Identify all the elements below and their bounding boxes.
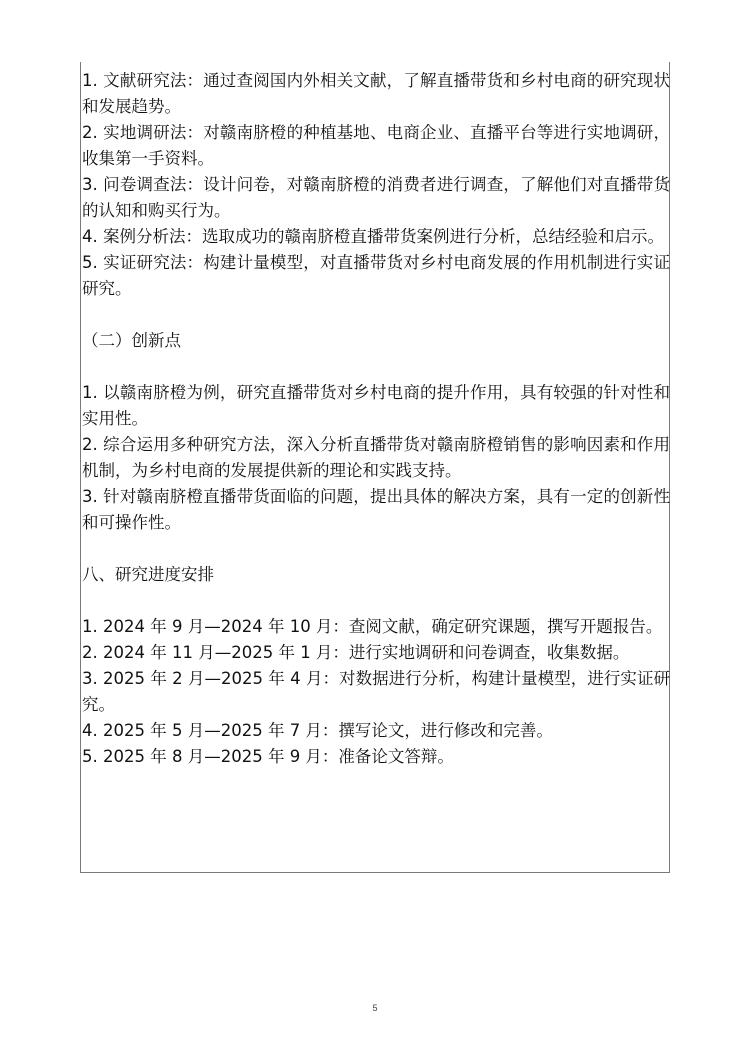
innovation-item: 2. 综合运用多种研究方法，深入分析直播带货对赣南脐橙销售的影响因素和作用机制，为乡村电商的发展提供新的理论和实践支持。	[82, 435, 670, 480]
innovation-item: 1. 以赣南脐橙为例，研究直播带货对乡村电商的提升作用，具有较强的针对性和实用性。	[82, 383, 670, 428]
schedule-list	[82, 614, 670, 770]
method-item: 5. 实证研究法：构建计量模型，对直播带货对乡村电商发展的作用机制进行实证研究。	[82, 253, 670, 298]
schedule-item: 1. 2024 年 9 月—2024 年 10 月：查阅文献，确定研究课题，撰写开题报告。	[82, 617, 663, 636]
method-item: 3. 问卷调查法：设计问卷，对赣南脐橙的消费者进行调查，了解他们对直播带货的认知和购买行为。	[82, 175, 670, 220]
spacer	[82, 588, 670, 614]
innovation-item: 3. 针对赣南脐橙直播带货面临的问题，提出具体的解决方案，具有一定的创新性和可操作性。	[82, 487, 670, 532]
innovation-heading: （二）创新点	[82, 331, 181, 350]
method-item: 2. 实地调研法：对赣南脐橙的种植基地、电商企业、直播平台等进行实地调研，收集第一手资料。	[82, 123, 670, 168]
innovation-list	[82, 380, 670, 536]
schedule-heading: 八、研究进度安排	[82, 565, 214, 584]
schedule-item: 2. 2024 年 11 月—2025 年 1 月：进行实地调研和问卷调查，收集数据。	[82, 643, 630, 662]
research-methods-list	[82, 68, 670, 302]
spacer	[82, 354, 670, 380]
content-table-cell	[80, 62, 670, 873]
page-number: 5	[372, 1003, 378, 1013]
method-item: 1. 文献研究法：通过查阅国内外相关文献，了解直播带货和乡村电商的研究现状和发展趋势。	[82, 71, 670, 116]
schedule-item: 4. 2025 年 5 月—2025 年 7 月：撰写论文，进行修改和完善。	[82, 721, 553, 740]
document-body	[82, 68, 670, 770]
schedule-item: 5. 2025 年 8 月—2025 年 9 月：准备论文答辩。	[82, 747, 454, 766]
schedule-item: 3. 2025 年 2 月—2025 年 4 月：对数据进行分析，构建计量模型，进行实证研究。	[82, 669, 670, 714]
method-item: 4. 案例分析法：选取成功的赣南脐橙直播带货案例进行分析，总结经验和启示。	[82, 227, 664, 246]
spacer	[82, 302, 670, 328]
spacer	[82, 536, 670, 562]
